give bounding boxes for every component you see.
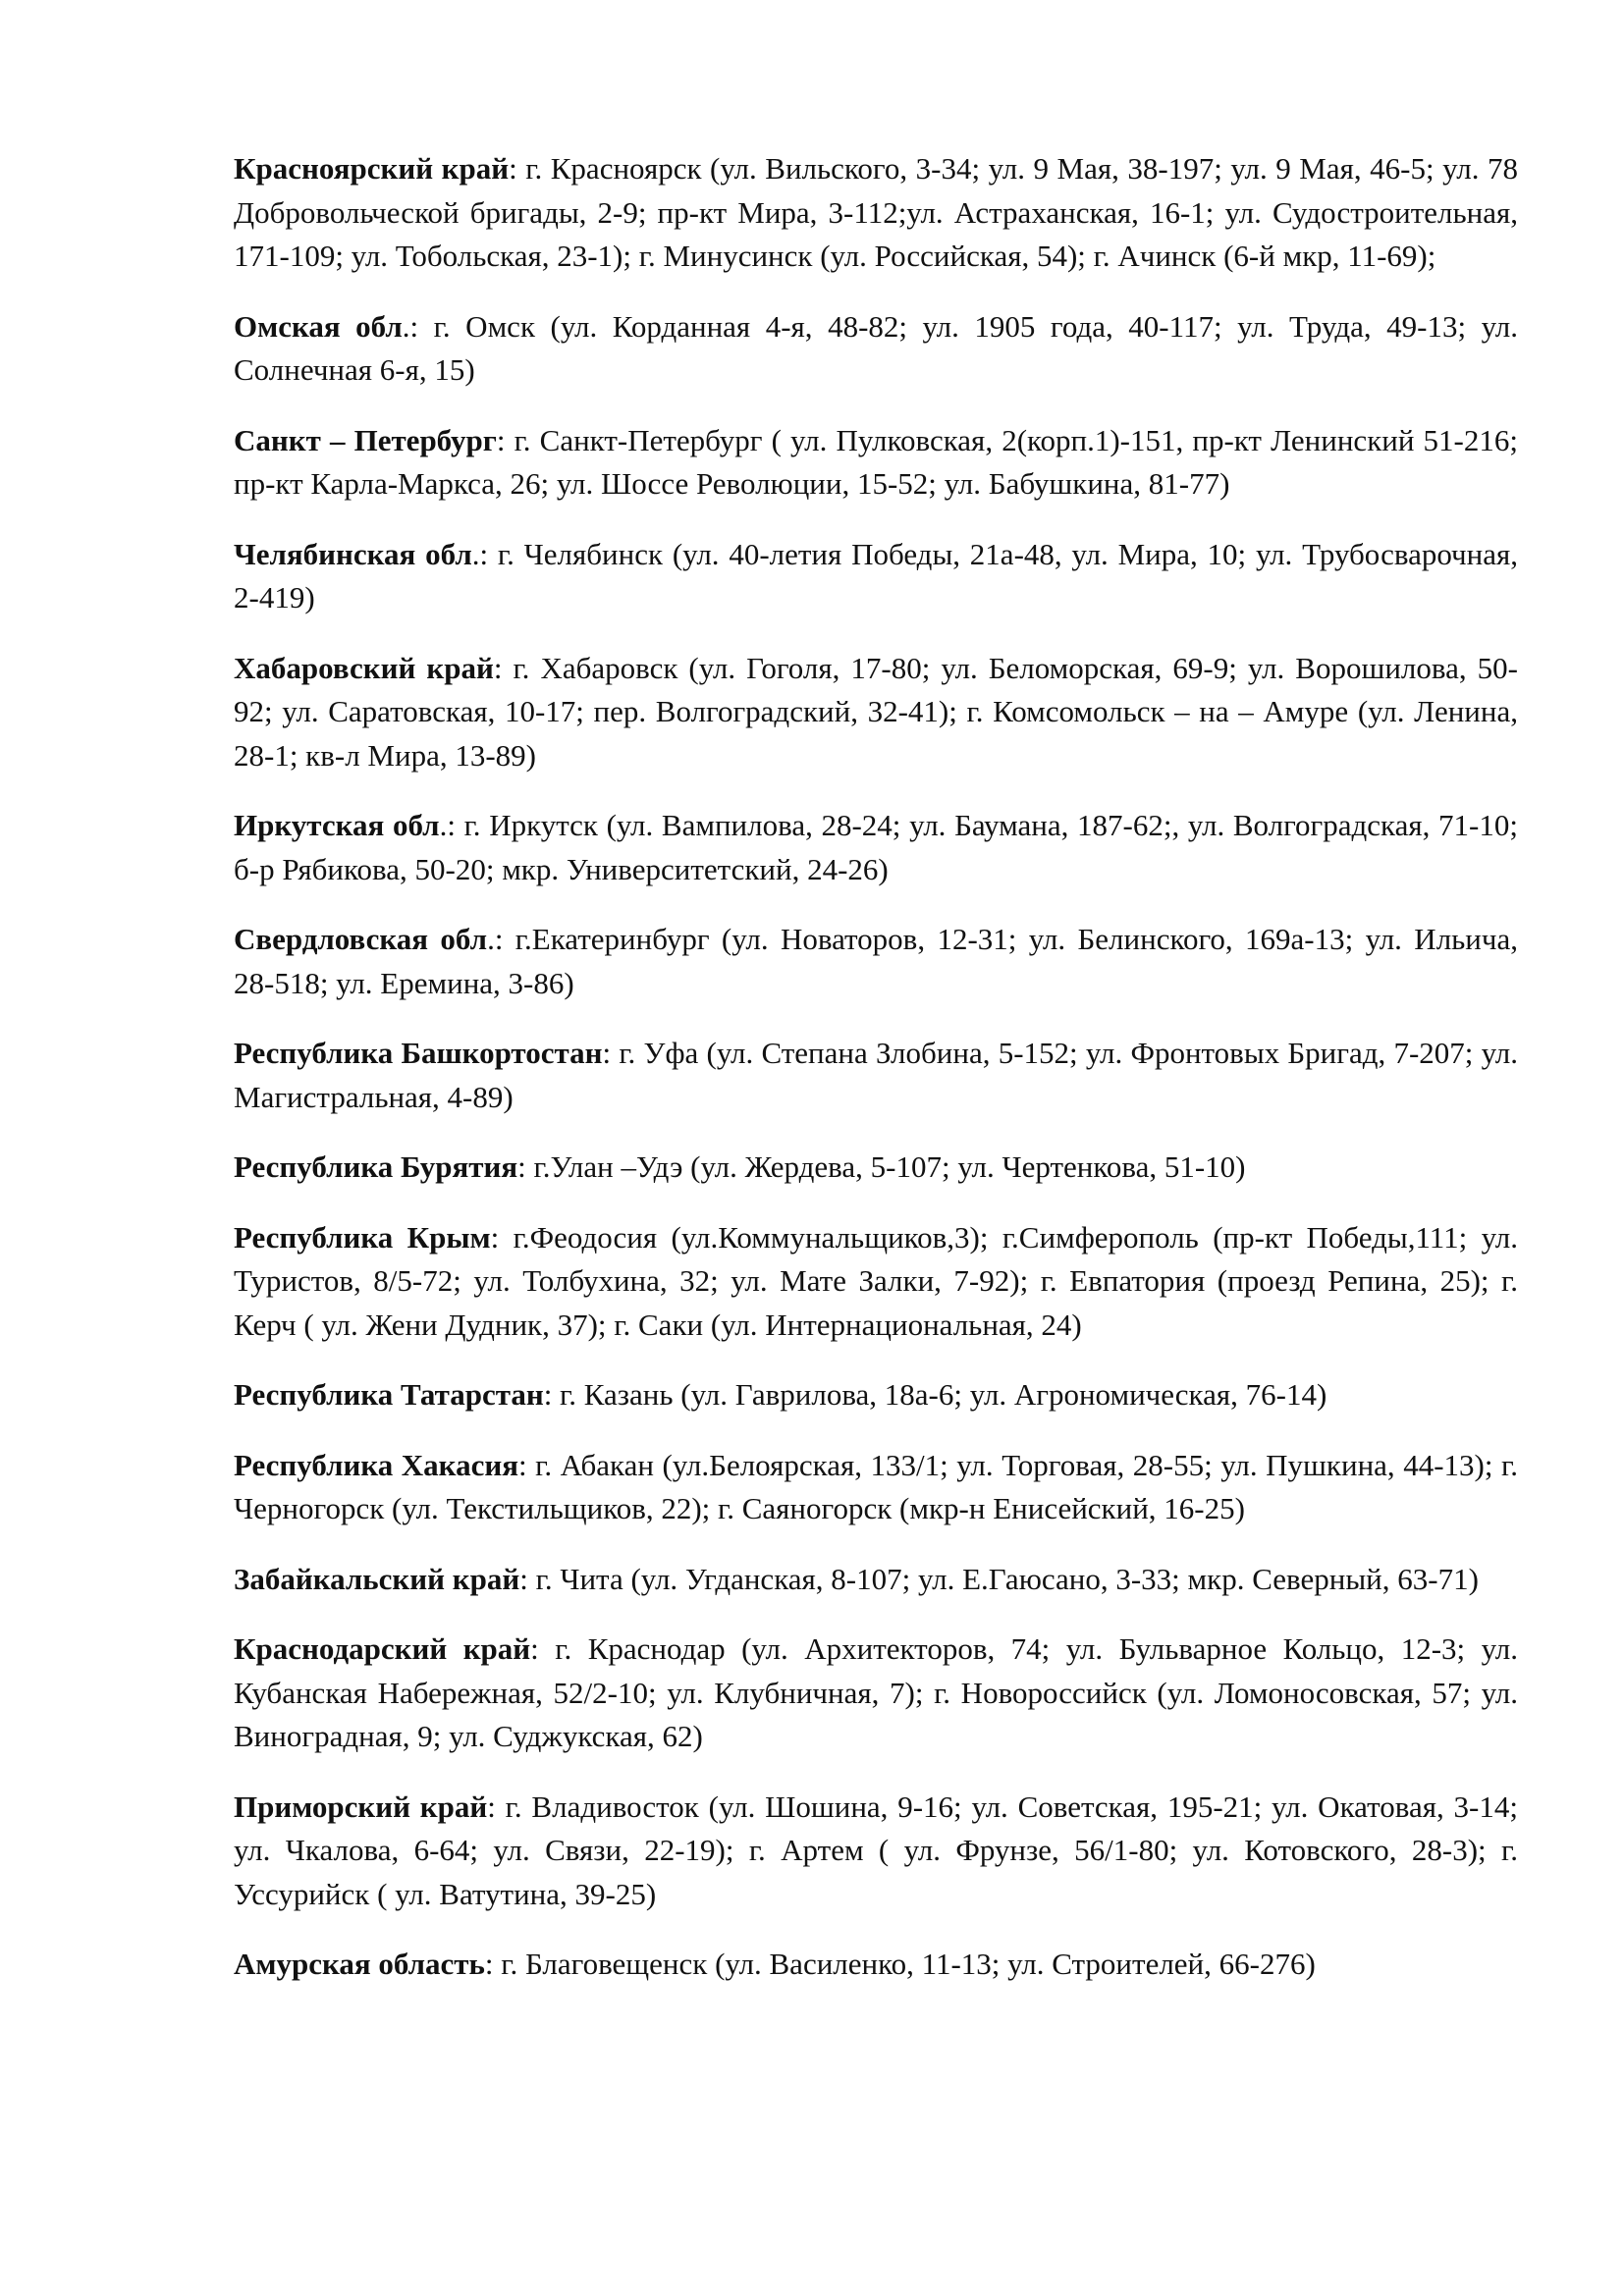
entry-krasnodar bbox=[234, 1628, 1518, 1759]
entry-irkutsk bbox=[234, 804, 1518, 891]
region-name: Республика Татарстан bbox=[234, 1377, 544, 1412]
entry-khakassia bbox=[234, 1444, 1518, 1531]
entry-primorsky bbox=[234, 1786, 1518, 1917]
entry-saint-petersburg bbox=[234, 419, 1518, 507]
address-list: : г. Уфа (ул. Степана Злобина, 5-152; ул. Фронтовых Бригад, 7-207; ул. Магистральная, 4-89) bbox=[234, 1036, 1519, 1114]
address-list: : г. Абакан (ул.Белоярская, 133/1; ул. Торговая, 28-55; ул. Пушкина, 44-13); г. Черногорск (ул. Текстильщиков, 22); г. Саяногорск (мкр-н Енисейский, 16-25) bbox=[234, 1447, 1518, 1525]
entry-buryatia bbox=[234, 1146, 1518, 1190]
entry-omsk bbox=[234, 305, 1518, 393]
address-list: : г. Хабаровск (ул. Гоголя, 17-80; ул. Беломорская, 69-9; ул. Ворошилова, 50-92; ул. Саратовская, 10-17; пер. Волгоградский, 32-41); г. Комсомольск – на – Амуре (ул. Ленина, 28-1; кв-л Мира, 13-89) bbox=[234, 650, 1518, 773]
address-list: .: г. Иркутск (ул. Вампилова, 28-24; ул. Баумана, 187-62;, ул. Волгоградская, 71-10; б-р Рябикова, 50-20; мкр. Университетский, 24-26) bbox=[234, 808, 1518, 886]
entry-krasnoyarsk bbox=[234, 147, 1518, 279]
address-list: : г. Санкт-Петербург ( ул. Пулковская, 2(корп.1)-151, пр-кт Ленинский 51-216; пр-кт Карла-Маркса, 26; ул. Шоссе Революции, 15-52; ул. Бабушкина, 81-77) bbox=[234, 422, 1518, 501]
address-list: .: г. Челябинск (ул. 40-летия Победы, 21а-48, ул. Мира, 10; ул. Трубосварочная, 2-419) bbox=[234, 536, 1518, 614]
region-name: Республика Бурятия bbox=[234, 1149, 518, 1184]
region-name: Санкт – Петербург bbox=[234, 422, 497, 457]
entry-bashkortostan bbox=[234, 1032, 1518, 1119]
entry-chelyabinsk bbox=[234, 533, 1518, 620]
entry-crimea bbox=[234, 1216, 1518, 1348]
address-list: : г. Владивосток (ул. Шошина, 9-16; ул. Советская, 195-21; ул. Окатовая, 3-14; ул. Чкалова, 6-64; ул. Связи, 22-19); г. Артем ( ул. Фрунзе, 56/1-80; ул. Котовского, 28-3); г. Уссурийск ( ул. Ватутина, 39-25) bbox=[234, 1789, 1518, 1911]
region-name: Хабаровский край bbox=[234, 650, 494, 685]
region-name: Челябинская обл bbox=[234, 536, 472, 571]
document-page bbox=[234, 147, 1518, 2013]
region-name: Омская обл bbox=[234, 308, 403, 344]
address-list: : г. Красноярск (ул. Вильского, 3-34; ул. 9 Мая, 38-197; ул. 9 Мая, 46-5; ул. 78 Добровольческой бригады, 2-9; пр-кт Мира, 3-112;ул. Астраханская, 16-1; ул. Судостроительная, 171-109; ул. Тобольская, 23-1); г. Минусинск (ул. Российская, 54); г. Ачинск (6-й мкр, 11-69); bbox=[234, 151, 1518, 273]
address-list: : г. Краснодар (ул. Архитекторов, 74; ул. Бульварное Кольцо, 12-3; ул. Кубанская Набережная, 52/2-10; ул. Клубничная, 7); г. Новороссийск (ул. Ломоносовская, 57; ул. Виноградная, 9; ул. Суджукская, 62) bbox=[234, 1631, 1518, 1753]
region-name: Приморский край bbox=[234, 1789, 488, 1824]
address-list: .: г. Омск (ул. Корданная 4-я, 48-82; ул. 1905 года, 40-117; ул. Труда, 49-13; ул. Солнечная 6-я, 15) bbox=[234, 308, 1518, 387]
region-name: Свердловская обл bbox=[234, 922, 488, 956]
address-list: : г. Чита (ул. Угданская, 8-107; ул. Е.Гаюсано, 3-33; мкр. Северный, 63-71) bbox=[519, 1561, 1479, 1596]
region-name: Амурская область bbox=[234, 1947, 485, 1981]
address-list: : г. Казань (ул. Гаврилова, 18а-6; ул. Агрономическая, 76-14) bbox=[543, 1377, 1327, 1412]
region-name: Краснодарский край bbox=[234, 1631, 531, 1666]
region-name: Республика Крым bbox=[234, 1219, 491, 1255]
address-list: : г. Благовещенск (ул. Василенко, 11-13; ул. Строителей, 66-276) bbox=[484, 1947, 1316, 1981]
region-name: Забайкальский край bbox=[234, 1561, 520, 1596]
address-list: .: г.Екатеринбург (ул. Новаторов, 12-31; ул. Белинского, 169а-13; ул. Ильича, 28-518; ул. Еремина, 3-86) bbox=[234, 922, 1518, 1000]
region-name: Республика Хакасия bbox=[234, 1447, 518, 1482]
entry-tatarstan bbox=[234, 1373, 1518, 1417]
entry-sverdlovsk bbox=[234, 918, 1518, 1005]
entry-amur bbox=[234, 1943, 1518, 1987]
entry-khabarovsk bbox=[234, 647, 1518, 778]
entry-zabaykalsky bbox=[234, 1558, 1518, 1602]
region-name: Республика Башкортостан bbox=[234, 1036, 603, 1070]
region-name: Иркутская обл bbox=[234, 808, 440, 842]
address-list: : г.Феодосия (ул.Коммунальщиков,3); г.Симферополь (пр-кт Победы,111; ул. Туристов, 8/5-72; ул. Толбухина, 32; ул. Мате Залки, 7-92); г. Евпатория (проезд Репина, 25); г. Керч ( ул. Жени Дудник, 37); г. Саки (ул. Интернациональная, 24) bbox=[234, 1219, 1519, 1342]
address-list: : г.Улан –Удэ (ул. Жердева, 5-107; ул. Чертенкова, 51-10) bbox=[517, 1149, 1246, 1184]
region-name: Красноярский край bbox=[234, 151, 510, 186]
